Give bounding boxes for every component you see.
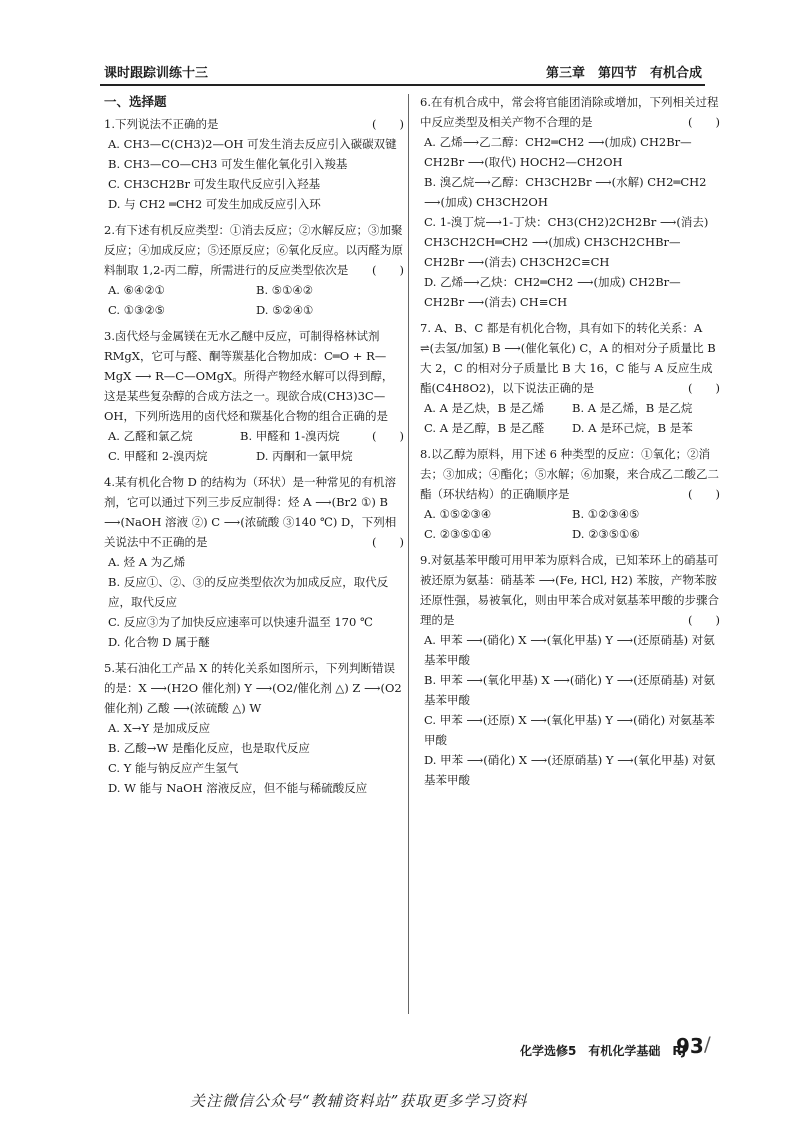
option-row xyxy=(420,504,720,524)
option: D. 与 CH2 ═CH2 可发生加成反应引入环 xyxy=(108,197,321,211)
option: C. 1-溴丁烷⟶1-丁炔：CH3(CH2)2CH2Br ⟶(消去) CH3CH2CH═CH2 ⟶(加成) CH3CH2CHBr—CH2Br ⟶(消去) CH3CH2C≡CH xyxy=(424,215,709,269)
option: B. ①②③④⑤ xyxy=(572,507,640,521)
option: C. Y 能与钠反应产生氢气 xyxy=(108,761,239,775)
option: C. 甲醛和 2-溴丙烷 xyxy=(108,449,208,463)
page-number: 93 xyxy=(676,1034,704,1058)
question-stem xyxy=(104,220,404,280)
header-left-title: 课时跟踪训练十三 xyxy=(104,66,209,81)
option: D. W 能与 NaOH 溶液反应，但不能与稀硫酸反应 xyxy=(108,781,368,795)
option: B. 甲苯 ⟶(氧化甲基) X ⟶(硝化) Y ⟶(还原硝基) 对氨基苯甲酸 xyxy=(424,673,715,707)
answer-paren: ( ) xyxy=(372,117,404,131)
question xyxy=(420,444,720,544)
option: B. 乙酸→W 是酯化反应，也是取代反应 xyxy=(108,741,310,755)
option: C. A 是乙醇，B 是乙醛 xyxy=(424,421,545,435)
option: A. 乙烯⟶乙二醇：CH2═CH2 ⟶(加成) CH2Br—CH2Br ⟶(取代) HOCH2—CH2OH xyxy=(424,135,692,169)
option: A. ⑥④②① xyxy=(108,283,165,297)
option: B. CH3—CO—CH3 可发生催化氧化引入羧基 xyxy=(108,157,348,171)
answer-paren: ( ) xyxy=(688,115,720,129)
option: A. 烃 A 为乙烯 xyxy=(108,555,186,569)
option: A. ①⑤②③④ xyxy=(424,507,492,521)
option-row xyxy=(104,300,404,320)
answer-paren: ( ) xyxy=(372,429,404,443)
option: D. ⑤②④① xyxy=(256,303,314,317)
question-stem-text: 1.下列说法不正确的是 xyxy=(104,117,219,131)
option: D. 甲苯 ⟶(硝化) X ⟶(还原硝基) Y ⟶(氧化甲基) 对氨基苯甲酸 xyxy=(424,753,716,787)
question xyxy=(104,658,404,798)
question-stem-text: 6.在有机合成中，常会将官能团消除或增加，下列相关过程中反应类型及相关产物不合理的是 xyxy=(420,95,719,129)
option: C. CH3CH2Br 可发生取代反应引入羟基 xyxy=(108,177,321,191)
question-stem xyxy=(420,444,720,504)
option: D. ②③⑤①⑥ xyxy=(572,527,640,541)
handwritten-note: 关注微信公众号“教辅资料站”获取更多学习资料 xyxy=(190,1092,528,1110)
question-stem-text: 5.某石油化工产品 X 的转化关系如图所示，下列判断错误的是：X ⟶(H2O 催化剂) Y ⟶(O2/催化剂 △) Z ⟶(O2 催化剂) 乙酸 ⟶(浓硫酸 △) W xyxy=(104,661,402,715)
answer-paren: ( ) xyxy=(688,487,720,501)
question-stem-text: 2.有下述有机反应类型：①消去反应；②水解反应；③加聚反应；④加成反应；⑤还原反应；⑥氧化反应。以丙醛为原料制取 1,2-丙二醇，所需进行的反应类型依次是 xyxy=(104,223,403,277)
question xyxy=(104,114,404,214)
option: C. 甲苯 ⟶(还原) X ⟶(氧化甲基) Y ⟶(硝化) 对氨基苯甲酸 xyxy=(424,713,715,747)
option: D. A 是环己烷，B 是苯 xyxy=(572,421,693,435)
option: A. X→Y 是加成反应 xyxy=(108,721,211,735)
option: B. 溴乙烷⟶乙醇：CH3CH2Br ⟶(水解) CH2═CH2 ⟶(加成) CH3CH2OH xyxy=(424,175,707,209)
option: A. CH3—C(CH3)2—OH 可发生消去反应引入碳碳双键 xyxy=(108,137,397,151)
option: C. ①③②⑤ xyxy=(108,303,165,317)
answer-paren: ( ) xyxy=(688,381,720,395)
footer-book-title: 化学选修5 有机化学基础 RJ xyxy=(520,1044,687,1058)
option: A. 甲苯 ⟶(硝化) X ⟶(氧化甲基) Y ⟶(还原硝基) 对氨基苯甲酸 xyxy=(424,633,715,667)
column-divider xyxy=(408,94,409,1014)
question-stem-text: 4.某有机化合物 D 的结构为（环状）是一种常见的有机溶剂，它可以通过下列三步反应制得：烃 A ⟶(Br2 ①) B ⟶(NaOH 溶液 ②) C ⟶(浓硫酸 ③140 ℃) D，下列相关说法中不正确的是 xyxy=(104,475,397,549)
option: A. A 是乙炔，B 是乙烯 xyxy=(424,401,545,415)
answer-paren: ( ) xyxy=(372,263,404,277)
question xyxy=(104,472,404,652)
right-column xyxy=(420,92,720,796)
option-row xyxy=(420,418,720,438)
question xyxy=(420,550,720,790)
option-row xyxy=(104,446,404,466)
question xyxy=(104,220,404,320)
option: D. 乙烯⟶乙炔：CH2═CH2 ⟶(加成) CH2Br—CH2Br ⟶(消去) CH≡CH xyxy=(424,275,681,309)
section-title: 一、选择题 xyxy=(104,94,167,109)
left-question-list xyxy=(104,114,404,798)
header-rule xyxy=(100,84,705,86)
question-stem xyxy=(420,318,720,398)
option-row xyxy=(104,426,372,446)
question-stem-text: 8.以乙醇为原料，用下述 6 种类型的反应：①氧化；②消去；③加成；④酯化；⑤水解；⑥加聚，来合成乙二酸乙二酯（环状结构）的正确顺序是 xyxy=(420,447,719,501)
option-row xyxy=(420,398,720,418)
question-stem xyxy=(420,550,720,630)
question-stem-text: 3.卤代烃与金属镁在无水乙醚中反应，可制得格林试剂 RMgX，它可与醛、酮等羰基化合物加成：C═O + R—MgX ⟶ R—C—OMgX。所得产物经水解可以得到醇，这是某些复杂醇的合成方法之一。现欲合成(CH3)3C—OH，下列所选用的卤代烃和羰基化合物的组合正确的是 xyxy=(104,329,394,423)
question xyxy=(420,92,720,312)
answer-paren: ( ) xyxy=(372,535,404,549)
option: D. 化合物 D 属于醚 xyxy=(108,635,210,649)
header-right-chapter: 第三章 第四节 有机合成 xyxy=(545,66,702,81)
right-question-list xyxy=(420,92,720,790)
option: A. 乙醛和氯乙烷 xyxy=(108,429,193,443)
option: B. 反应①、②、③的反应类型依次为加成反应，取代反应，取代反应 xyxy=(108,575,389,609)
option: B. ⑤①④② xyxy=(256,283,314,297)
question-stem xyxy=(420,92,720,132)
question-stem-text: 9.对氨基苯甲酸可用甲苯为原料合成，已知苯环上的硝基可被还原为氨基：硝基苯 ⟶(Fe, HCl, H2) 苯胺，产物苯胺还原性强，易被氧化，则由甲苯合成对氨基苯甲酸的步骤合理的是 xyxy=(420,553,719,627)
option: C. 反应③为了加快反应速率可以快速升温至 170 ℃ xyxy=(108,615,373,629)
question-stem xyxy=(104,472,404,552)
footer-slash: / xyxy=(704,1032,711,1056)
question-stem xyxy=(104,114,404,134)
question xyxy=(420,318,720,438)
left-column xyxy=(104,92,404,804)
option: B. 甲醛和 1-溴丙烷 xyxy=(240,429,340,443)
option-row xyxy=(104,280,404,300)
question-stem xyxy=(104,658,404,718)
option: D. 丙酮和一氯甲烷 xyxy=(256,449,353,463)
option: C. ②③⑤①④ xyxy=(424,527,492,541)
option: B. A 是乙烯，B 是乙烷 xyxy=(572,401,693,415)
question-stem-text: 7. A、B、C 都是有机化合物，具有如下的转化关系：A ⇌(去氢/加氢) B ⟶(催化氧化) C，A 的相对分子质量比 B 大 2，C 的相对分子质量比 B 大 16，C 能与 A 反应生成酯(C4H8O2)，以下说法正确的是 xyxy=(420,321,716,395)
question xyxy=(104,326,404,466)
answer-paren: ( ) xyxy=(688,613,720,627)
option-row xyxy=(420,524,720,544)
